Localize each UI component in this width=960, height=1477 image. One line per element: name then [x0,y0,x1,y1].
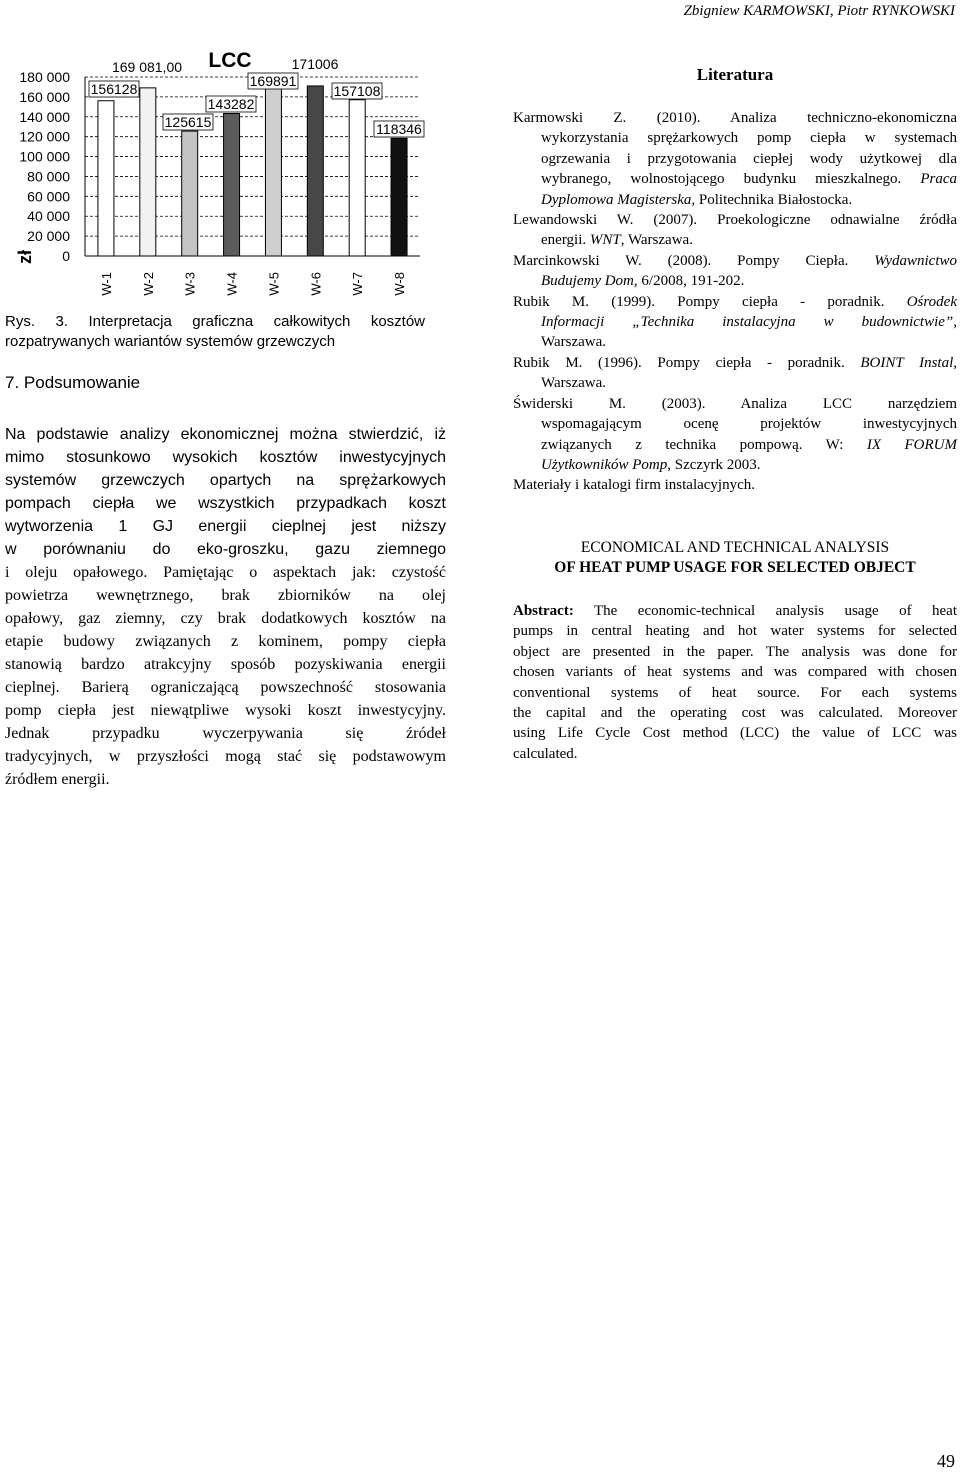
reference-text: Karmowski Z. (2010). Analiza techniczno-ekonomiczna [513,110,957,126]
reference-text: ogrzewania i przygotowania ciepłej wody użytkowej dla [541,150,957,167]
reference-text: WNT [589,232,621,249]
reference-text: Ośrodek [906,293,957,310]
literature-heading: Literatura [696,65,774,84]
summary-line: wytworzenia 1 GJ energii cieplnej jest niższy [5,518,446,535]
abstract-line [513,601,957,621]
x-tick-label: W-8 [392,272,408,296]
x-tick-label: W-6 [308,272,324,296]
reference-line [513,394,957,414]
english-title [513,538,957,578]
reference-text: wspomagającym ocenę projektów inwestycyjnych [541,416,957,433]
bar-w-1 [98,101,114,256]
page-number: 49 [937,1451,955,1471]
abstract-line [513,642,957,662]
summary-line: systemów grzewczych opartych na sprężarkowych [5,472,446,489]
summary-line: stanowią bardzo atrakcyjny sposób pozyskiwania energii [5,656,446,673]
y-tick-label: 40 000 [27,208,70,225]
x-tick-label: W-7 [350,272,366,296]
bar-w-3 [182,131,198,256]
reference-line [513,414,957,434]
reference-text: , Szczyrk 2003. [667,456,761,473]
abstract-line [513,744,957,764]
reference-line [513,292,957,312]
x-tick-label: W-4 [224,272,240,296]
summary-line: powietrza wewnętrznego, brak zbiorników na olej [5,587,446,604]
reference-text: , [953,354,957,371]
data-label: 156128 [90,81,138,97]
abstract-paragraph [513,601,957,764]
data-label: 171006 [291,56,339,72]
y-axis-label: zł [15,249,35,265]
y-tick-label: 140 000 [19,108,70,125]
summary-line: Na podstawie analizy ekonomicznej można stwierdzić, iż [5,426,446,443]
bar-w-5 [265,87,281,256]
summary-line: w porównaniu do eko-groszku, gazu ziemnego [5,541,446,558]
summary-line: pompach ciepła we wszystkich przypadkach koszt [5,495,446,512]
summary-line: pomp ciepła jest niewątpliwe wysoki koszt inwestycyjny. [5,702,446,719]
summary-line: mimo stosunkowo wysokich kosztów inwestycyjnych [5,449,446,466]
abstract-text: the capital and the operating cost was calculated. Moreover [513,705,957,722]
reference-text: Praca [920,171,957,188]
summary-paragraph [5,423,446,791]
reference-text: Materiały i katalogi firm instalacyjnych. [513,477,756,494]
reference-text: energii. [541,232,590,249]
reference-line [513,128,957,148]
reference-line [513,108,957,128]
figure-caption-line: rozpatrywanych wariantów systemów grzewczych [5,333,336,350]
abstract-line [513,703,957,723]
running-header: Zbigniew KARMOWSKI, Piotr RYNKOWSKI [683,3,955,19]
reference-text: BOINT Instal [860,354,954,371]
abstract-text: calculated. [513,745,578,762]
reference-line [513,251,957,271]
reference-line [513,190,957,210]
abstract-text: conventional systems of heat source. For each systems [513,684,957,701]
x-tick-label: W-5 [266,272,282,296]
summary-line: etapie budowy związanych z kominem, pompy ciepła [5,633,446,650]
english-title-line: ECONOMICAL AND TECHNICAL ANALYSIS [580,539,890,556]
abstract-line [513,662,957,682]
abstract-text: object are presented in the paper. The analysis was done for [513,643,957,660]
bar-w-7 [349,100,365,256]
x-tick-label: W-3 [182,272,198,296]
data-label: 169891 [249,73,297,89]
reference-text: IX FORUM [866,436,957,453]
reference-line [513,435,957,455]
abstract-text: The economic-technical analysis usage of heat [594,603,957,619]
reference-text: związanych z technika pompową. W: [541,436,867,453]
reference-line [513,373,957,393]
reference-line [513,210,957,230]
reference-text: , Warszawa. [620,232,693,249]
reference-text: Warszawa. [541,334,607,351]
reference-line [513,230,957,250]
reference-line [513,353,957,373]
x-tick-label: W-1 [98,272,114,296]
reference-line [513,149,957,169]
y-tick-label: 0 [62,248,70,264]
reference-text: Użytkowników Pomp [541,456,668,473]
bar-w-6 [307,86,323,256]
reference-text: Dyplomowa Magisterska [541,191,692,208]
summary-line: opałowy, gaz ziemny, czy brak dodatkowych kosztów na [5,610,446,627]
summary-line: i oleju opałowego. Pamiętając o aspektach jak: czystość [5,564,446,581]
abstract-text: chosen variants of heat systems and was compared with chosen [513,664,957,681]
abstract-line [513,723,957,743]
y-tick-label: 160 000 [19,88,70,105]
summary-line: Jednak przypadku wyczerpywania się źródeł [5,725,446,742]
y-tick-label: 120 000 [19,128,70,145]
summary-line: cieplnej. Barierą ograniczającą powszechność stosowania [5,679,446,696]
reference-text: Lewandowski W. (2007). Proekologiczne odnawialne źródła [513,212,957,229]
reference-text: Warszawa. [541,375,607,392]
lcc-bar-chart [0,40,450,315]
summary-line: tradycyjnych, w przyszłości mogą stać się podstawowym [5,748,446,765]
data-label: 157108 [333,83,381,99]
abstract-text: using Life Cycle Cost method (LCC) the value of LCC was [513,725,957,742]
bar-w-2 [140,88,156,256]
y-tick-label: 100 000 [19,148,70,165]
data-label: 143282 [207,96,255,112]
y-tick-label: 180 000 [19,69,70,85]
reference-line [513,332,957,352]
reference-line [513,475,957,495]
reference-text: wybranego, wolnostojącego budynku mieszkalnego. [541,171,921,188]
data-label: 125615 [164,114,212,130]
section-heading: 7. Podsumowanie [5,373,141,392]
reference-line [513,455,957,475]
abstract-line [513,683,957,703]
reference-line [513,312,957,332]
reference-text: Marcinkowski W. (2008). Pompy Ciepła. [513,252,875,269]
reference-line [513,169,957,189]
data-label: 169 081,00 [111,59,183,75]
reference-text: , 6/2008, 191-202. [633,273,745,290]
abstract-label: Abstract: [513,603,574,619]
y-tick-label: 60 000 [27,188,70,205]
reference-text: Rubik M. (1999). Pompy ciepła - poradnik. [513,293,907,310]
reference-text: , [953,314,957,331]
figure-caption-line: Rys. 3. Interpretacja graficzna całkowitych kosztów [5,313,425,330]
reference-list [513,108,957,496]
reference-text: Świderski M. (2003). Analiza LCC narzędziem [513,395,957,412]
chart-title: LCC [208,49,252,72]
reference-text: Wydawnictwo [874,252,957,269]
abstract-line [513,621,957,641]
y-tick-label: 20 000 [27,228,70,245]
figure-caption [5,312,425,352]
english-title-line: OF HEAT PUMP USAGE FOR SELECTED OBJECT [554,559,916,576]
reference-text: wykorzystania sprężarkowych pomp ciepła w systemach [541,130,957,147]
bar-w-8 [391,138,407,256]
reference-text: Informacji „Technika instalacyjna w budownictwie” [541,314,954,331]
abstract-text: pumps in central heating and hot water systems for selected [513,623,957,640]
y-tick-label: 80 000 [27,168,70,185]
reference-text: Budujemy Dom [541,273,634,290]
reference-text: Rubik M. (1996). Pompy ciepła - poradnik. [513,354,861,371]
bar-w-4 [224,114,240,256]
data-label: 118346 [376,121,422,137]
summary-line: źródłem energii. [5,771,110,788]
reference-text: , Politechnika Białostocka. [691,191,853,208]
x-tick-label: W-2 [140,272,156,296]
reference-line [513,271,957,291]
